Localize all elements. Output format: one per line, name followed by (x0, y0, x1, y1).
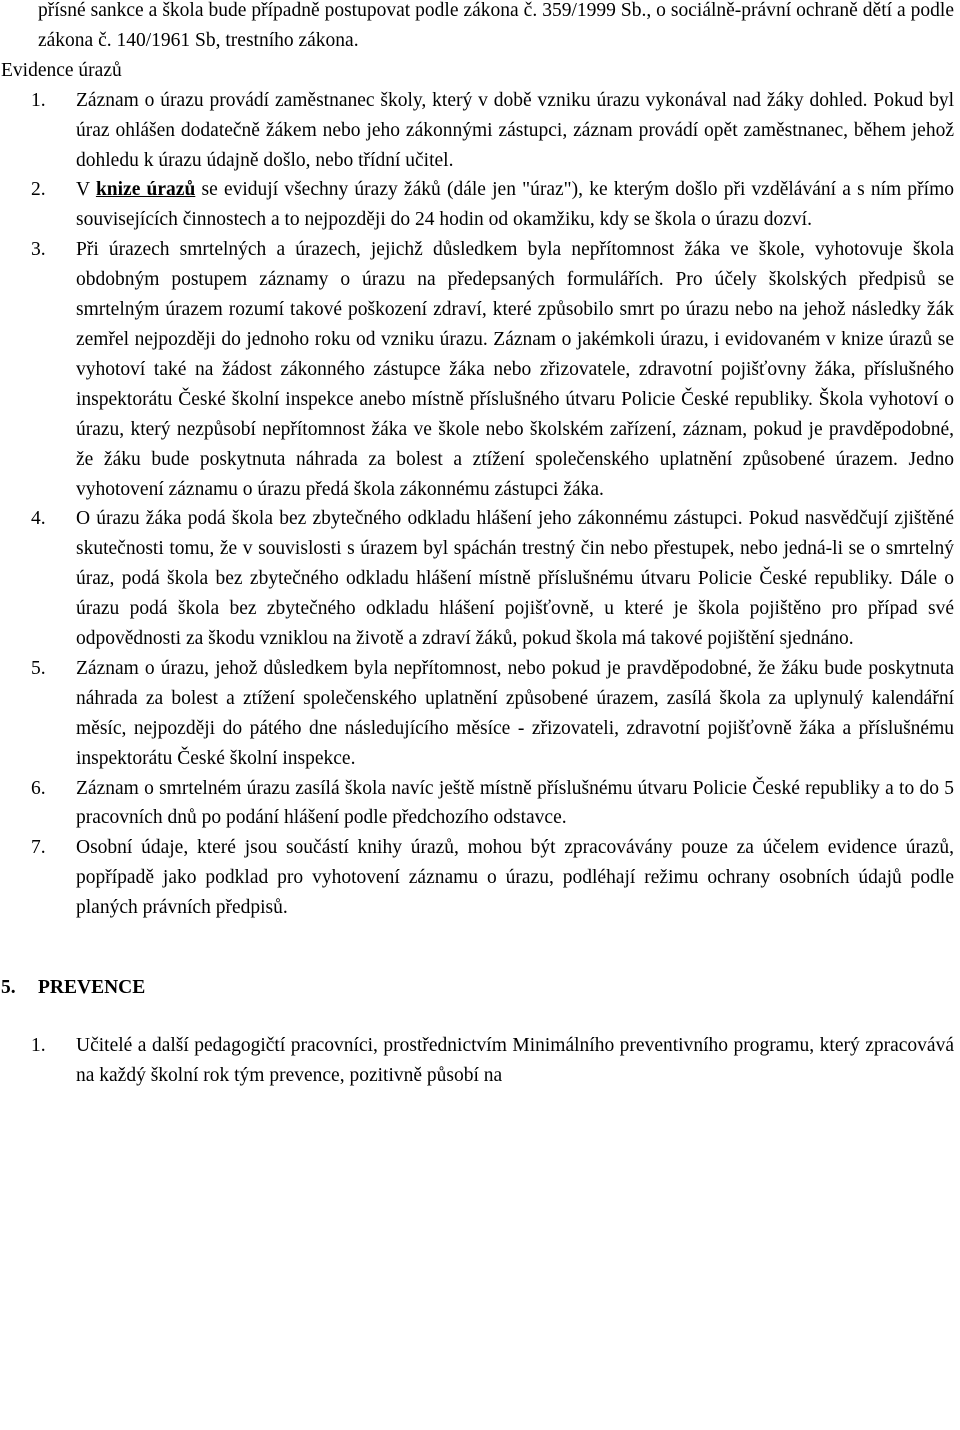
item-text: Osobní údaje, které jsou součástí knihy úrazů, mohou být zpracovávány pouze za účelem evidence úrazů, popřípadě jako podklad pro vyhotovení záznamu o úrazu, podléhají režimu ochrany osobních údajů podle planých právních předpisů. (76, 837, 954, 919)
section-title-text: PREVENCE (38, 977, 146, 999)
list-item (7, 504, 954, 654)
item-text: Při úrazech smrtelných a úrazech, jejichž důsledkem byla nepřítomnost žáka ve škole, vyhotovuje škola obdobným postupem záznamy o úrazu na předepsaných formulářích. Pro účely školských předpisů se smrtelným úrazem rozumí takové poškození zdraví, které způsobilo smrt po úrazu nebo na jehož následky žák zemřel nejpozději do jednoho roku od vzniku úrazu. Záznam o jakémkoli úrazu, i evidovaném v knize úrazů se vyhotoví také na žádost zákonného zástupce žáka nebo zřizovatele, zdravotní pojišťovny žáka, příslušného inspektorátu České školní inspekce anebo místně příslušného útvaru Policie České republiky. Škola vyhotoví o úrazu, který nezpůsobí nepřítomnost žáka ve škole nebo školském zařízení, záznam, pokud je pravděpodobné, že žáku bude poskytnuta náhrada za bolest a ztížení společenského uplatnění způsobené úrazem. Jedno vyhotovení záznamu o úrazu předá škola zákonnému zástupci žáka. (76, 239, 954, 500)
list-item (7, 774, 954, 834)
item-text: O úrazu žáka podá škola bez zbytečného odkladu hlášení jeho zákonnému zástupci. Pokud nasvědčují zjištěné skutečnosti tomu, že v souvislosti s úrazem byl spáchán trestný čin nebo přestupek, nebo jedná-li se o smrtelný úraz, podá škola bez zbytečného odkladu hlášení místně příslušnému útvaru Policie České republiky. Dále o úrazu podá škola bez zbytečného odkladu hlášení pojišťovně, u které je škola pojištěno pro případ své odpovědnosti za škodu vzniklou na životě a zdraví žáků, pokud škola má takové pojištění sjednáno. (76, 508, 954, 650)
list-item (7, 833, 954, 923)
list-item (7, 1031, 954, 1091)
item-text: Učitelé a další pedagogičtí pracovníci, prostřednictvím Minimálního preventivního programu, který zpracovává na každý školní rok tým prevence, pozitivně působí na (76, 1035, 954, 1086)
intro-continuation: přísné sankce a škola bude případně postupovat podle zákona č. 359/1999 Sb., o sociálně-právní ochraně dětí a podle zákona č. 140/1961 Sb, trestního zákona. (38, 0, 954, 51)
kniha-urazu-term: knize úrazů (95, 179, 196, 201)
list-item (7, 175, 954, 235)
evidence-list (7, 86, 954, 923)
item-text: Záznam o úrazu provádí zaměstnanec školy, který v době vzniku úrazu vykonával nad žáky dohled. Pokud byl úraz ohlášen dodatečně žákem nebo jeho zákonnými zástupci, záznam provádí opět zaměstnanec, během jehož dohledu k úrazu údajně došlo, nebo třídní učitel. (76, 89, 954, 171)
item-text-after: se evidují všechny úrazy žáků (dále jen "úraz"), ke kterým došlo při vzdělávání a s ním přímo souvisejících činnostech a to nejpozději do 24 hodin od okamžiku, kdy se škola o úrazu dozví. (76, 179, 954, 231)
item-number: 4. (31, 508, 46, 530)
item-number: 1. (31, 1035, 46, 1056)
item-text-before: V (76, 179, 96, 201)
item-number: 1. (31, 89, 46, 111)
spacer (7, 1003, 954, 1031)
item-number: 5. (31, 657, 46, 679)
list-item (7, 86, 954, 176)
evidence-heading: Evidence úrazů (1, 59, 122, 81)
list-item (7, 654, 954, 774)
item-number: 2. (31, 179, 46, 201)
prevence-list (7, 1031, 954, 1091)
section-title (1, 973, 954, 1003)
item-number: 7. (31, 837, 46, 859)
item-text: Záznam o úrazu, jehož důsledkem byla nepřítomnost, nebo pokud je pravděpodobné, že žáku bude poskytnuta náhrada za bolest a ztížení společenského uplatnění způsobené úrazem, zasílá škola za uplynulý kalendářní měsíc, nejpozději do pátého dne následujícího měsíce - zřizovateli, zdravotní pojišťovně žáka a příslušnému inspektorátu České školní inspekce. (76, 657, 954, 769)
list-item (7, 235, 954, 504)
item-number: 6. (31, 777, 46, 799)
section-number: 5. (1, 977, 16, 999)
item-text: Záznam o smrtelném úrazu zasílá škola navíc ještě místně příslušnému útvaru Policie České republiky a to do 5 pracovních dnů po podání hlášení podle předchozího odstavce. (76, 777, 954, 829)
spacer (7, 923, 954, 973)
item-number: 3. (31, 239, 46, 261)
